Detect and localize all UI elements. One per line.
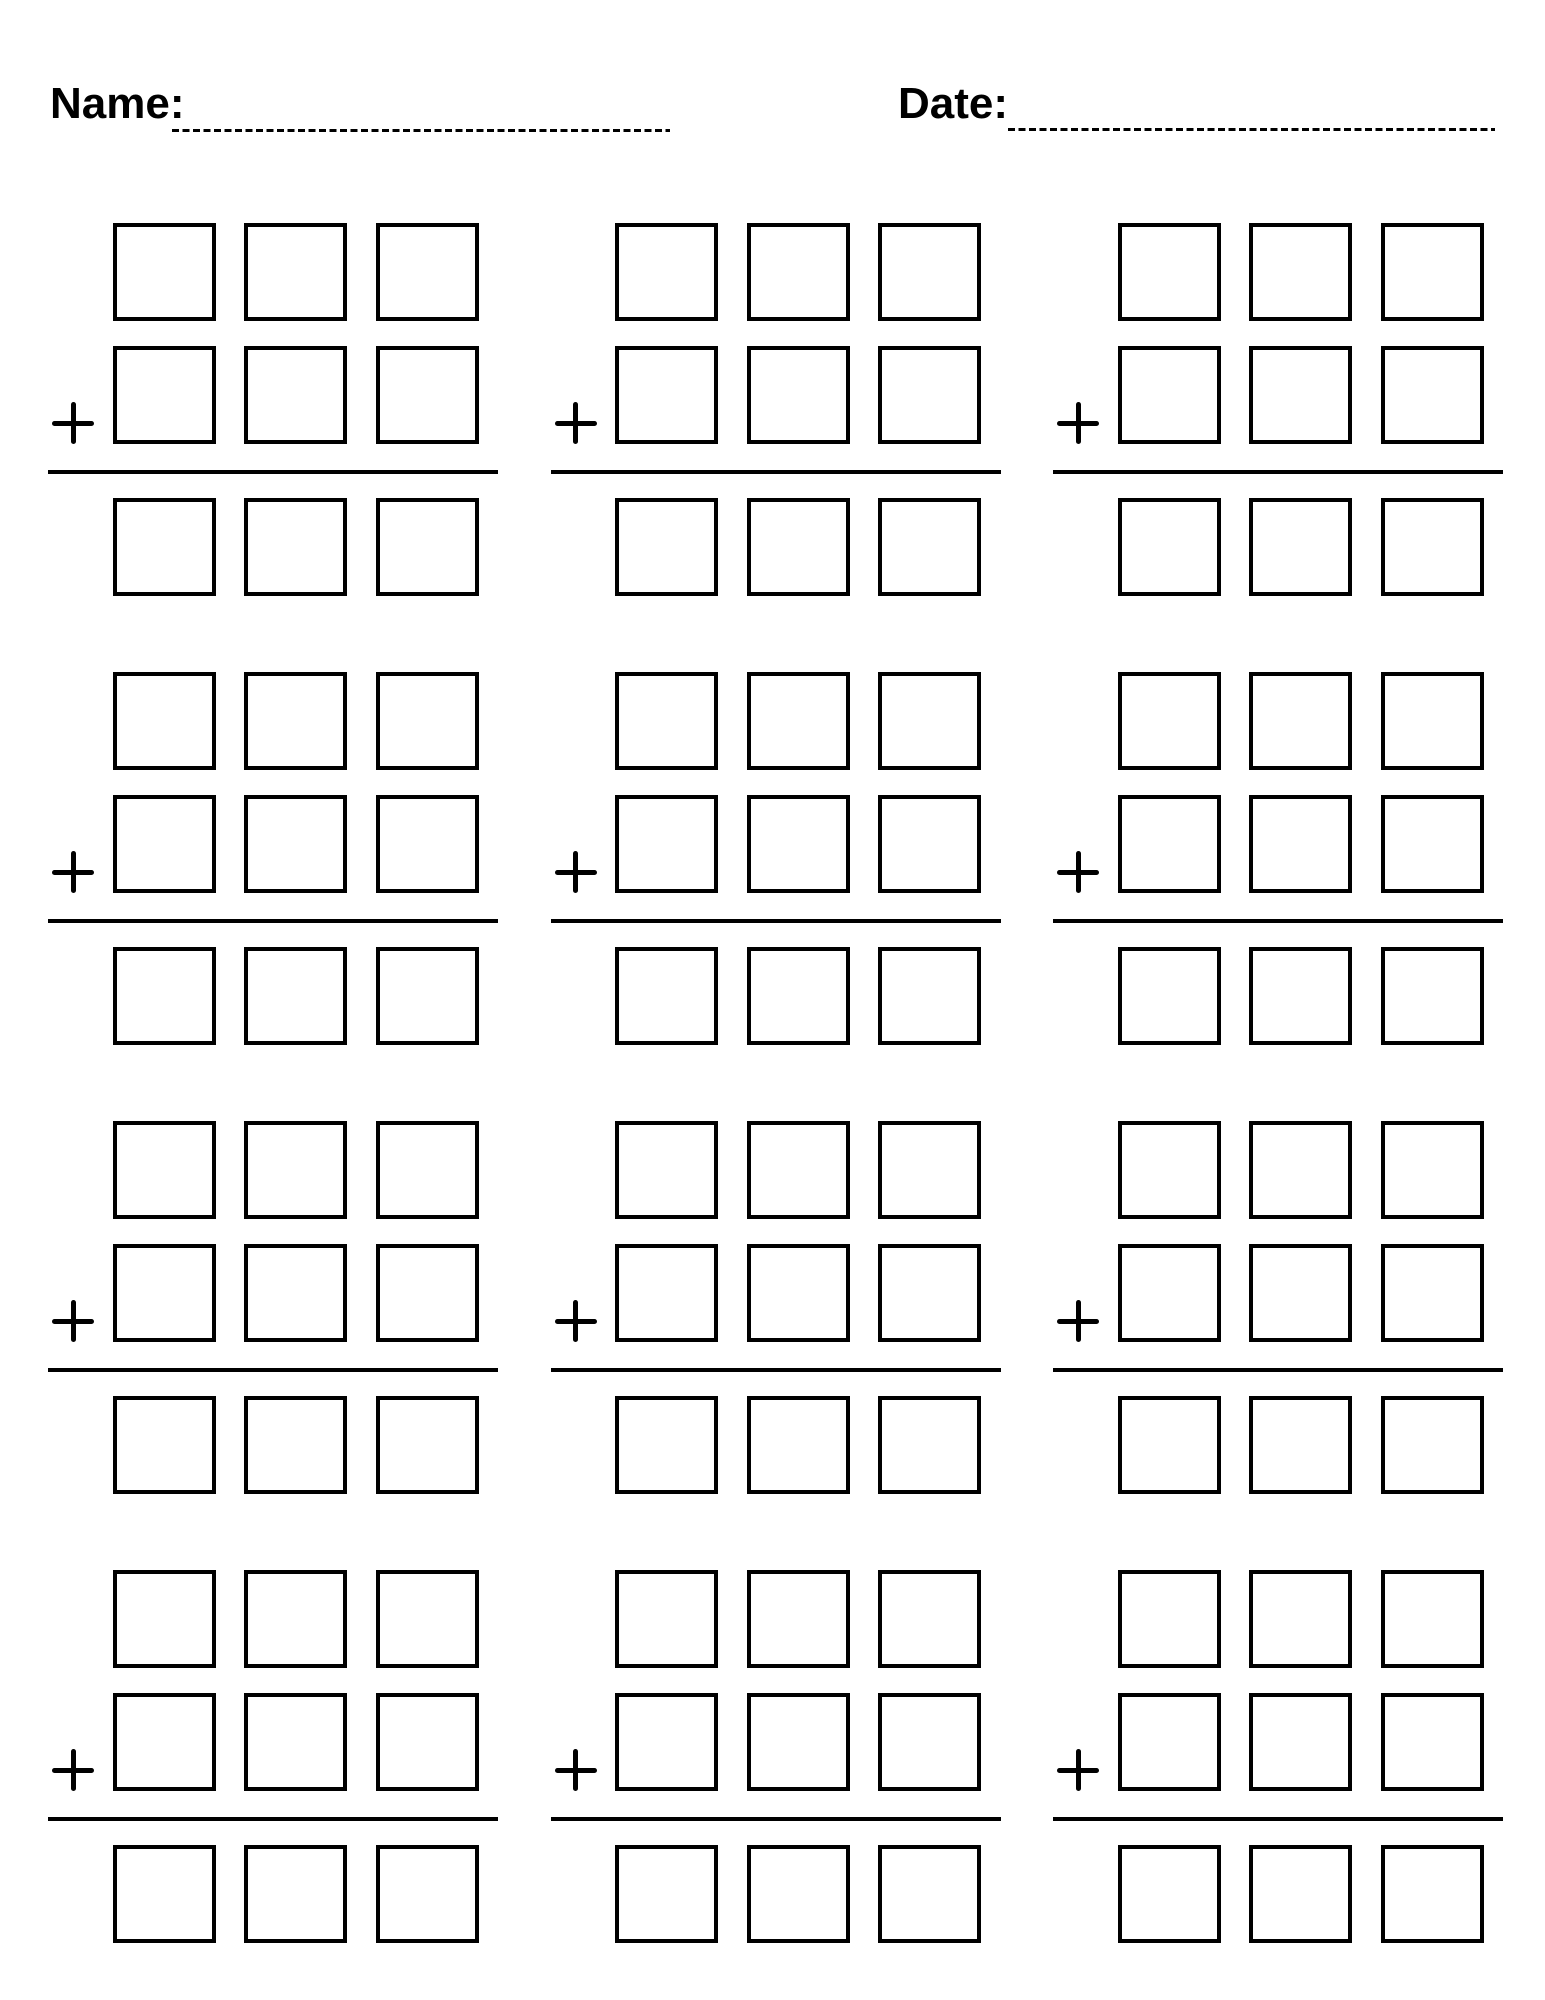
digit-box-addend2[interactable] [747, 795, 850, 893]
addend2-row [551, 1693, 1001, 1791]
answer-row [1053, 1845, 1503, 1943]
digit-box-sum[interactable] [878, 947, 981, 1045]
digit-box-sum[interactable] [1249, 947, 1352, 1045]
digit-box-addend2[interactable] [1118, 1244, 1221, 1342]
digit-box-sum[interactable] [1118, 1845, 1221, 1943]
digit-box-addend1[interactable] [376, 1570, 479, 1668]
answer-row [1053, 498, 1503, 596]
digit-box-addend2[interactable] [376, 1693, 479, 1791]
digit-box-sum[interactable] [244, 1845, 347, 1943]
addition-problem [551, 672, 1001, 1045]
sum-line [48, 470, 498, 474]
addition-problem [1053, 1121, 1503, 1494]
addend2-row [1053, 795, 1503, 893]
addend2-row [551, 346, 1001, 444]
addend1-row [551, 672, 1001, 770]
addition-problem [1053, 1570, 1503, 1943]
digit-box-addend1[interactable] [878, 1570, 981, 1668]
digit-box-addend2[interactable] [878, 1693, 981, 1791]
digit-box-sum[interactable] [113, 498, 216, 596]
digit-box-addend1[interactable] [747, 1570, 850, 1668]
answer-row [48, 498, 498, 596]
digit-box-addend2[interactable] [113, 346, 216, 444]
addend2-row [48, 1693, 498, 1791]
digit-box-addend1[interactable] [244, 223, 347, 321]
digit-box-sum[interactable] [244, 498, 347, 596]
digit-box-sum[interactable] [1381, 1396, 1484, 1494]
sum-line [551, 1368, 1001, 1372]
digit-box-addend2[interactable] [1381, 1693, 1484, 1791]
digit-box-addend1[interactable] [747, 1121, 850, 1219]
digit-box-addend2[interactable] [113, 795, 216, 893]
digit-box-addend1[interactable] [1381, 672, 1484, 770]
digit-box-sum[interactable] [1249, 1845, 1352, 1943]
digit-box-addend1[interactable] [244, 672, 347, 770]
problems-grid [48, 223, 1503, 1943]
digit-box-addend1[interactable] [113, 1121, 216, 1219]
digit-box-addend2[interactable] [878, 346, 981, 444]
digit-box-addend2[interactable] [376, 346, 479, 444]
answer-row [551, 947, 1001, 1045]
digit-box-sum[interactable] [1381, 947, 1484, 1045]
digit-box-sum[interactable] [1381, 498, 1484, 596]
addend2-row [551, 795, 1001, 893]
digit-box-sum[interactable] [878, 1845, 981, 1943]
answer-row [48, 1845, 498, 1943]
digit-box-addend2[interactable] [878, 1244, 981, 1342]
answer-row [551, 1396, 1001, 1494]
digit-box-addend1[interactable] [113, 1570, 216, 1668]
digit-box-addend1[interactable] [878, 1121, 981, 1219]
digit-box-addend2[interactable] [1249, 1244, 1352, 1342]
digit-box-sum[interactable] [113, 1396, 216, 1494]
digit-box-addend2[interactable] [1249, 346, 1352, 444]
digit-box-sum[interactable] [1118, 1396, 1221, 1494]
name-label: Name: [50, 79, 185, 128]
digit-box-sum[interactable] [1249, 498, 1352, 596]
addend1-row [48, 223, 498, 321]
addend1-row [551, 223, 1001, 321]
sum-line [551, 1817, 1001, 1821]
digit-box-addend2[interactable] [615, 1693, 718, 1791]
digit-box-addend2[interactable] [615, 795, 718, 893]
digit-box-sum[interactable] [244, 947, 347, 1045]
addend2-row [48, 795, 498, 893]
digit-box-addend1[interactable] [1118, 672, 1221, 770]
digit-box-addend2[interactable] [1118, 1693, 1221, 1791]
addend2-row [1053, 346, 1503, 444]
digit-box-sum[interactable] [747, 1396, 850, 1494]
answer-row [48, 1396, 498, 1494]
sum-line [1053, 1368, 1503, 1372]
sum-line [48, 919, 498, 923]
digit-box-addend2[interactable] [1249, 1693, 1352, 1791]
sum-line [48, 1817, 498, 1821]
digit-box-sum[interactable] [376, 947, 479, 1045]
digit-box-addend1[interactable] [615, 223, 718, 321]
digit-box-addend2[interactable] [244, 795, 347, 893]
digit-box-addend1[interactable] [113, 223, 216, 321]
date-label: Date: [898, 79, 1009, 128]
digit-box-addend1[interactable] [244, 1570, 347, 1668]
digit-box-addend1[interactable] [1118, 1570, 1221, 1668]
addend1-row [1053, 1121, 1503, 1219]
sum-line [1053, 470, 1503, 474]
digit-box-addend1[interactable] [747, 223, 850, 321]
digit-box-addend1[interactable] [615, 1121, 718, 1219]
digit-box-sum[interactable] [615, 1845, 718, 1943]
digit-box-addend2[interactable] [244, 1244, 347, 1342]
digit-box-addend1[interactable] [878, 223, 981, 321]
digit-box-addend2[interactable] [244, 346, 347, 444]
addend1-row [551, 1570, 1001, 1668]
answer-row [551, 1845, 1001, 1943]
digit-box-addend2[interactable] [747, 1693, 850, 1791]
digit-box-addend1[interactable] [113, 672, 216, 770]
digit-box-sum[interactable] [113, 947, 216, 1045]
digit-box-sum[interactable] [878, 1396, 981, 1494]
addend2-row [48, 346, 498, 444]
answer-row [48, 947, 498, 1045]
digit-box-addend2[interactable] [1381, 1244, 1484, 1342]
sum-line [551, 470, 1001, 474]
digit-box-sum[interactable] [615, 498, 718, 596]
digit-box-addend1[interactable] [1249, 672, 1352, 770]
digit-box-addend2[interactable] [113, 1693, 216, 1791]
addition-problem [1053, 672, 1503, 1045]
digit-box-addend2[interactable] [376, 1244, 479, 1342]
digit-box-addend2[interactable] [1381, 346, 1484, 444]
digit-box-addend2[interactable] [376, 795, 479, 893]
addend1-row [48, 1570, 498, 1668]
digit-box-addend1[interactable] [244, 1121, 347, 1219]
digit-box-addend2[interactable] [615, 346, 718, 444]
digit-box-sum[interactable] [747, 1845, 850, 1943]
addend2-row [551, 1244, 1001, 1342]
digit-box-addend2[interactable] [747, 346, 850, 444]
answer-row [1053, 1396, 1503, 1494]
digit-box-sum[interactable] [747, 947, 850, 1045]
digit-box-addend2[interactable] [615, 1244, 718, 1342]
digit-box-addend1[interactable] [1381, 223, 1484, 321]
digit-box-addend1[interactable] [1118, 1121, 1221, 1219]
digit-box-sum[interactable] [1249, 1396, 1352, 1494]
digit-box-addend2[interactable] [747, 1244, 850, 1342]
digit-box-sum[interactable] [376, 1396, 479, 1494]
digit-box-addend2[interactable] [878, 795, 981, 893]
digit-box-addend2[interactable] [1381, 795, 1484, 893]
digit-box-sum[interactable] [747, 498, 850, 596]
addition-problem [1053, 223, 1503, 596]
digit-box-sum[interactable] [113, 1845, 216, 1943]
digit-box-sum[interactable] [1118, 498, 1221, 596]
digit-box-addend1[interactable] [615, 1570, 718, 1668]
addition-problem [48, 223, 498, 596]
digit-box-sum[interactable] [878, 498, 981, 596]
addend1-row [1053, 1570, 1503, 1668]
digit-box-addend1[interactable] [1249, 223, 1352, 321]
digit-box-addend1[interactable] [1381, 1570, 1484, 1668]
addend2-row [1053, 1693, 1503, 1791]
digit-box-sum[interactable] [615, 947, 718, 1045]
sum-line [551, 919, 1001, 923]
answer-row [1053, 947, 1503, 1045]
digit-box-addend1[interactable] [1118, 223, 1221, 321]
addition-problem [48, 672, 498, 1045]
addend1-row [48, 672, 498, 770]
addition-problem [551, 1121, 1001, 1494]
digit-box-sum[interactable] [376, 498, 479, 596]
date-input-line[interactable] [1008, 128, 1495, 131]
addend2-row [1053, 1244, 1503, 1342]
addend1-row [1053, 223, 1503, 321]
digit-box-addend2[interactable] [244, 1693, 347, 1791]
answer-row [551, 498, 1001, 596]
digit-box-addend2[interactable] [1249, 795, 1352, 893]
digit-box-addend1[interactable] [878, 672, 981, 770]
name-input-line[interactable] [172, 129, 670, 132]
addition-problem [48, 1121, 498, 1494]
digit-box-addend1[interactable] [615, 672, 718, 770]
digit-box-addend1[interactable] [1249, 1570, 1352, 1668]
digit-box-addend2[interactable] [1118, 346, 1221, 444]
digit-box-sum[interactable] [615, 1396, 718, 1494]
sum-line [1053, 1817, 1503, 1821]
digit-box-addend1[interactable] [376, 1121, 479, 1219]
digit-box-addend2[interactable] [113, 1244, 216, 1342]
addend1-row [551, 1121, 1001, 1219]
sum-line [48, 1368, 498, 1372]
digit-box-addend1[interactable] [1249, 1121, 1352, 1219]
digit-box-addend1[interactable] [747, 672, 850, 770]
digit-box-sum[interactable] [244, 1396, 347, 1494]
addend2-row [48, 1244, 498, 1342]
digit-box-addend1[interactable] [376, 223, 479, 321]
digit-box-sum[interactable] [1118, 947, 1221, 1045]
digit-box-addend2[interactable] [1118, 795, 1221, 893]
digit-box-addend1[interactable] [1381, 1121, 1484, 1219]
digit-box-addend1[interactable] [376, 672, 479, 770]
addend1-row [48, 1121, 498, 1219]
addition-problem [551, 1570, 1001, 1943]
sum-line [1053, 919, 1503, 923]
addition-problem [48, 1570, 498, 1943]
addend1-row [1053, 672, 1503, 770]
addition-problem [551, 223, 1001, 596]
digit-box-sum[interactable] [376, 1845, 479, 1943]
digit-box-sum[interactable] [1381, 1845, 1484, 1943]
